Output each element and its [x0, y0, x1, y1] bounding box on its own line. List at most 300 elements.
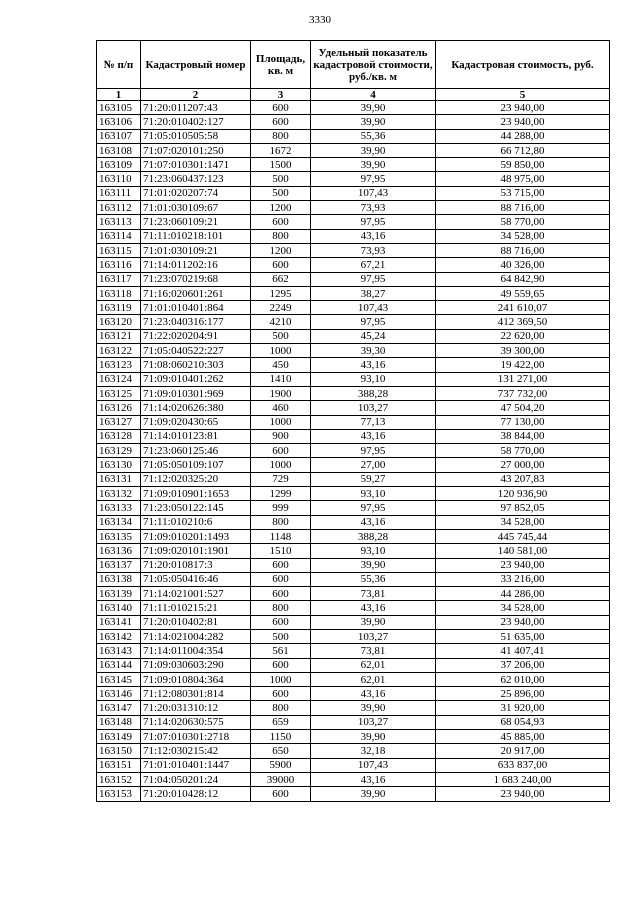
unit-value: 77,13 — [311, 415, 436, 429]
unit-value: 27,00 — [311, 458, 436, 472]
table-row — [97, 215, 610, 229]
cadastral-value: 47 504,20 — [436, 401, 610, 415]
row-number: 163141 — [97, 615, 141, 629]
cadastral-value: 44 286,00 — [436, 587, 610, 601]
row-number: 163129 — [97, 444, 141, 458]
cadastral-value: 39 300,00 — [436, 344, 610, 358]
cadastral-number: 71:09:020101:1901 — [141, 544, 251, 558]
cadastral-value: 77 130,00 — [436, 415, 610, 429]
cadastral-number: 71:16:020601:261 — [141, 286, 251, 300]
table-row — [97, 172, 610, 186]
table-row — [97, 229, 610, 243]
cadastral-value: 45 885,00 — [436, 730, 610, 744]
unit-value: 97,95 — [311, 172, 436, 186]
header-number: № п/п — [97, 41, 141, 89]
table-row — [97, 201, 610, 215]
unit-value: 39,90 — [311, 143, 436, 157]
cadastral-number: 71:14:011202:16 — [141, 258, 251, 272]
area: 600 — [251, 572, 311, 586]
table-row — [97, 529, 610, 543]
area: 1410 — [251, 372, 311, 386]
cadastral-number: 71:23:060437:123 — [141, 172, 251, 186]
cadastral-value: 23 940,00 — [436, 115, 610, 129]
row-number: 163114 — [97, 229, 141, 243]
cadastral-value: 34 528,00 — [436, 229, 610, 243]
area: 2249 — [251, 301, 311, 315]
row-number: 163148 — [97, 715, 141, 729]
cadastral-number: 71:22:020204:91 — [141, 329, 251, 343]
cadastral-value: 59 850,00 — [436, 158, 610, 172]
unit-value: 107,43 — [311, 186, 436, 200]
area: 800 — [251, 515, 311, 529]
row-number: 163138 — [97, 572, 141, 586]
row-number: 163147 — [97, 701, 141, 715]
cadastral-value: 23 940,00 — [436, 101, 610, 115]
unit-value: 62,01 — [311, 672, 436, 686]
area: 1900 — [251, 386, 311, 400]
row-number: 163139 — [97, 587, 141, 601]
unit-value: 45,24 — [311, 329, 436, 343]
cadastral-number: 71:05:040522:227 — [141, 344, 251, 358]
unit-value: 62,01 — [311, 658, 436, 672]
area: 1295 — [251, 286, 311, 300]
area: 1000 — [251, 458, 311, 472]
table-row — [97, 644, 610, 658]
area: 1000 — [251, 672, 311, 686]
row-number: 163128 — [97, 429, 141, 443]
area: 800 — [251, 129, 311, 143]
table-row — [97, 301, 610, 315]
row-number: 163135 — [97, 529, 141, 543]
cadastral-number: 71:23:040316:177 — [141, 315, 251, 329]
table-row — [97, 715, 610, 729]
area: 1200 — [251, 201, 311, 215]
area: 1672 — [251, 143, 311, 157]
cadastral-number: 71:07:010301:1471 — [141, 158, 251, 172]
unit-value: 55,36 — [311, 572, 436, 586]
row-number: 163136 — [97, 544, 141, 558]
table-row — [97, 286, 610, 300]
table-row — [97, 186, 610, 200]
row-number: 163115 — [97, 243, 141, 257]
row-number: 163123 — [97, 358, 141, 372]
table-row — [97, 329, 610, 343]
cadastral-value: 44 288,00 — [436, 129, 610, 143]
row-number: 163108 — [97, 143, 141, 157]
cadastral-number: 71:07:010301:2718 — [141, 730, 251, 744]
cadastral-value: 140 581,00 — [436, 544, 610, 558]
cadastral-number: 71:05:050416:46 — [141, 572, 251, 586]
cadastral-number: 71:20:010428:12 — [141, 787, 251, 801]
unit-value: 43,16 — [311, 601, 436, 615]
cadastral-value: 241 610,07 — [436, 301, 610, 315]
cadastral-value: 34 528,00 — [436, 601, 610, 615]
table-row — [97, 386, 610, 400]
area: 900 — [251, 429, 311, 443]
unit-value: 39,90 — [311, 115, 436, 129]
unit-value: 43,16 — [311, 429, 436, 443]
area: 600 — [251, 115, 311, 129]
cadastral-number: 71:14:010123:81 — [141, 429, 251, 443]
area: 729 — [251, 472, 311, 486]
table-row — [97, 772, 610, 786]
table-row — [97, 615, 610, 629]
column-number-2: 2 — [141, 89, 251, 101]
area: 600 — [251, 658, 311, 672]
unit-value: 39,90 — [311, 558, 436, 572]
cadastral-number: 71:12:030215:42 — [141, 744, 251, 758]
row-number: 163127 — [97, 415, 141, 429]
cadastral-value: 64 842,90 — [436, 272, 610, 286]
cadastral-value: 58 770,00 — [436, 444, 610, 458]
area: 600 — [251, 444, 311, 458]
area: 999 — [251, 501, 311, 515]
cadastral-value: 27 000,00 — [436, 458, 610, 472]
cadastral-number: 71:14:020626:380 — [141, 401, 251, 415]
cadastral-value: 41 407,41 — [436, 644, 610, 658]
row-number: 163124 — [97, 372, 141, 386]
area: 1148 — [251, 529, 311, 543]
unit-value: 39,90 — [311, 730, 436, 744]
cadastral-number: 71:08:060210:303 — [141, 358, 251, 372]
table-row — [97, 572, 610, 586]
column-number-1: 1 — [97, 89, 141, 101]
cadastral-number: 71:23:060109:21 — [141, 215, 251, 229]
cadastral-value: 51 635,00 — [436, 629, 610, 643]
area: 500 — [251, 329, 311, 343]
cadastral-value: 49 559,65 — [436, 286, 610, 300]
cadastral-number: 71:12:080301:814 — [141, 687, 251, 701]
cadastral-number: 71:09:010201:1493 — [141, 529, 251, 543]
unit-value: 39,90 — [311, 158, 436, 172]
area: 800 — [251, 701, 311, 715]
table-header-row — [97, 41, 610, 89]
unit-value: 43,16 — [311, 772, 436, 786]
unit-value: 39,30 — [311, 344, 436, 358]
area: 1500 — [251, 158, 311, 172]
table-row — [97, 501, 610, 515]
row-number: 163146 — [97, 687, 141, 701]
cadastral-number: 71:14:020630:575 — [141, 715, 251, 729]
unit-value: 93,10 — [311, 544, 436, 558]
cadastral-number: 71:11:010210:6 — [141, 515, 251, 529]
cadastral-value: 38 844,00 — [436, 429, 610, 443]
cadastral-value: 88 716,00 — [436, 243, 610, 257]
table-row — [97, 115, 610, 129]
row-number: 163110 — [97, 172, 141, 186]
table-row — [97, 101, 610, 115]
area: 1200 — [251, 243, 311, 257]
cadastral-number: 71:20:010402:127 — [141, 115, 251, 129]
header-area: Площадь, кв. м — [251, 41, 311, 89]
table-row — [97, 515, 610, 529]
row-number: 163113 — [97, 215, 141, 229]
area: 4210 — [251, 315, 311, 329]
cadastral-number: 71:11:010215:21 — [141, 601, 251, 615]
cadastral-value: 19 422,00 — [436, 358, 610, 372]
row-number: 163116 — [97, 258, 141, 272]
unit-value: 39,90 — [311, 615, 436, 629]
area: 500 — [251, 172, 311, 186]
row-number: 163117 — [97, 272, 141, 286]
cadastral-number: 71:11:010218:101 — [141, 229, 251, 243]
area: 561 — [251, 644, 311, 658]
cadastral-value: 120 936,90 — [436, 487, 610, 501]
cadastral-number: 71:09:010401:262 — [141, 372, 251, 386]
cadastral-number: 71:14:021001:527 — [141, 587, 251, 601]
cadastral-number: 71:14:021004:282 — [141, 629, 251, 643]
cadastral-number: 71:23:070219:68 — [141, 272, 251, 286]
row-number: 163105 — [97, 101, 141, 115]
row-number: 163118 — [97, 286, 141, 300]
column-number-5: 5 — [436, 89, 610, 101]
cadastral-value: 20 917,00 — [436, 744, 610, 758]
area: 5900 — [251, 758, 311, 772]
column-number-3: 3 — [251, 89, 311, 101]
cadastral-number: 71:14:011004:354 — [141, 644, 251, 658]
header-unit-value: Удельный показатель кадастровой стоимости, руб./кв. м — [311, 41, 436, 89]
cadastral-number: 71:20:010402:81 — [141, 615, 251, 629]
area: 659 — [251, 715, 311, 729]
table-row — [97, 401, 610, 415]
cadastral-number: 71:01:030109:67 — [141, 201, 251, 215]
row-number: 163111 — [97, 186, 141, 200]
area: 460 — [251, 401, 311, 415]
cadastral-number: 71:20:031310:12 — [141, 701, 251, 715]
area: 600 — [251, 687, 311, 701]
row-number: 163120 — [97, 315, 141, 329]
header-cadastral-value: Кадастровая стоимость, руб. — [436, 41, 610, 89]
cadastral-value: 22 620,00 — [436, 329, 610, 343]
header-cadastral-number: Кадастровый номер — [141, 41, 251, 89]
cadastral-value: 23 940,00 — [436, 615, 610, 629]
row-number: 163125 — [97, 386, 141, 400]
cadastral-value: 23 940,00 — [436, 558, 610, 572]
area: 500 — [251, 186, 311, 200]
unit-value: 73,93 — [311, 201, 436, 215]
table-row — [97, 415, 610, 429]
unit-value: 388,28 — [311, 386, 436, 400]
cadastral-value: 37 206,00 — [436, 658, 610, 672]
cadastral-value: 58 770,00 — [436, 215, 610, 229]
unit-value: 97,95 — [311, 315, 436, 329]
cadastral-value: 33 216,00 — [436, 572, 610, 586]
row-number: 163131 — [97, 472, 141, 486]
row-number: 163142 — [97, 629, 141, 643]
unit-value: 93,10 — [311, 372, 436, 386]
cadastral-number: 71:01:010401:1447 — [141, 758, 251, 772]
unit-value: 43,16 — [311, 229, 436, 243]
unit-value: 73,81 — [311, 644, 436, 658]
table-row — [97, 544, 610, 558]
area: 1000 — [251, 415, 311, 429]
row-number: 163144 — [97, 658, 141, 672]
unit-value: 103,27 — [311, 401, 436, 415]
table-row — [97, 701, 610, 715]
unit-value: 39,90 — [311, 701, 436, 715]
table-row — [97, 587, 610, 601]
table-row — [97, 129, 610, 143]
area: 650 — [251, 744, 311, 758]
cadastral-value: 43 207,83 — [436, 472, 610, 486]
row-number: 163143 — [97, 644, 141, 658]
area: 662 — [251, 272, 311, 286]
row-number: 163151 — [97, 758, 141, 772]
row-number: 163107 — [97, 129, 141, 143]
unit-value: 107,43 — [311, 301, 436, 315]
unit-value: 39,90 — [311, 101, 436, 115]
cadastral-value: 23 940,00 — [436, 787, 610, 801]
cadastral-value: 40 326,00 — [436, 258, 610, 272]
cadastral-value: 66 712,80 — [436, 143, 610, 157]
area: 600 — [251, 215, 311, 229]
table-row — [97, 672, 610, 686]
row-number: 163149 — [97, 730, 141, 744]
row-number: 163153 — [97, 787, 141, 801]
row-number: 163106 — [97, 115, 141, 129]
row-number: 163137 — [97, 558, 141, 572]
row-number: 163130 — [97, 458, 141, 472]
table-row — [97, 601, 610, 615]
area: 800 — [251, 229, 311, 243]
row-number: 163132 — [97, 487, 141, 501]
unit-value: 39,90 — [311, 787, 436, 801]
cadastral-number: 71:20:011207:43 — [141, 101, 251, 115]
column-number-4: 4 — [311, 89, 436, 101]
unit-value: 43,16 — [311, 687, 436, 701]
table-body — [97, 101, 610, 802]
area: 1150 — [251, 730, 311, 744]
row-number: 163150 — [97, 744, 141, 758]
unit-value: 55,36 — [311, 129, 436, 143]
unit-value: 103,27 — [311, 715, 436, 729]
unit-value: 73,81 — [311, 587, 436, 601]
table-row — [97, 472, 610, 486]
cadastral-number: 71:09:020430:65 — [141, 415, 251, 429]
cadastral-value: 131 271,00 — [436, 372, 610, 386]
area: 600 — [251, 558, 311, 572]
cadastral-number: 71:09:010804:364 — [141, 672, 251, 686]
cadastral-number: 71:09:010901:1653 — [141, 487, 251, 501]
unit-value: 103,27 — [311, 629, 436, 643]
area: 600 — [251, 101, 311, 115]
unit-value: 38,27 — [311, 286, 436, 300]
row-number: 163109 — [97, 158, 141, 172]
row-number: 163140 — [97, 601, 141, 615]
table-row — [97, 372, 610, 386]
table-row — [97, 315, 610, 329]
table-row — [97, 658, 610, 672]
table-row — [97, 730, 610, 744]
table-row — [97, 444, 610, 458]
table-row — [97, 358, 610, 372]
unit-value: 388,28 — [311, 529, 436, 543]
unit-value: 97,95 — [311, 444, 436, 458]
area: 1510 — [251, 544, 311, 558]
cadastral-value: 88 716,00 — [436, 201, 610, 215]
row-number: 163112 — [97, 201, 141, 215]
row-number: 163126 — [97, 401, 141, 415]
table-row — [97, 787, 610, 801]
area: 600 — [251, 787, 311, 801]
area: 600 — [251, 587, 311, 601]
unit-value: 59,27 — [311, 472, 436, 486]
cadastral-number: 71:09:010301:969 — [141, 386, 251, 400]
cadastral-number: 71:23:060125:46 — [141, 444, 251, 458]
cadastral-value: 31 920,00 — [436, 701, 610, 715]
cadastral-number: 71:01:030109:21 — [141, 243, 251, 257]
cadastral-value: 53 715,00 — [436, 186, 610, 200]
cadastral-value: 412 369,50 — [436, 315, 610, 329]
area: 39000 — [251, 772, 311, 786]
table-row — [97, 158, 610, 172]
unit-value: 43,16 — [311, 515, 436, 529]
cadastral-number: 71:23:050122:145 — [141, 501, 251, 515]
cadastral-value: 25 896,00 — [436, 687, 610, 701]
cadastral-value: 737 732,00 — [436, 386, 610, 400]
table-row — [97, 344, 610, 358]
area: 600 — [251, 258, 311, 272]
table-row — [97, 629, 610, 643]
cadastral-value: 62 010,00 — [436, 672, 610, 686]
cadastral-number: 71:07:020101:250 — [141, 143, 251, 157]
area: 600 — [251, 615, 311, 629]
cadastral-number: 71:05:010505:58 — [141, 129, 251, 143]
table-column-numbers-row — [97, 89, 610, 101]
cadastral-number: 71:09:030603:290 — [141, 658, 251, 672]
area: 800 — [251, 601, 311, 615]
cadastral-value: 68 054,93 — [436, 715, 610, 729]
cadastral-number: 71:20:010817:3 — [141, 558, 251, 572]
table-row — [97, 687, 610, 701]
cadastral-number: 71:05:050109:107 — [141, 458, 251, 472]
cadastral-value: 1 683 240,00 — [436, 772, 610, 786]
cadastral-value: 48 975,00 — [436, 172, 610, 186]
cadastral-number: 71:04:050201:24 — [141, 772, 251, 786]
cadastral-number: 71:01:010401:864 — [141, 301, 251, 315]
unit-value: 73,93 — [311, 243, 436, 257]
unit-value: 43,16 — [311, 358, 436, 372]
unit-value: 93,10 — [311, 487, 436, 501]
row-number: 163134 — [97, 515, 141, 529]
cadastral-number: 71:01:020207:74 — [141, 186, 251, 200]
row-number: 163145 — [97, 672, 141, 686]
cadastral-value: 34 528,00 — [436, 515, 610, 529]
row-number: 163119 — [97, 301, 141, 315]
row-number: 163122 — [97, 344, 141, 358]
area: 500 — [251, 629, 311, 643]
cadastral-number: 71:12:020325:20 — [141, 472, 251, 486]
table-row — [97, 429, 610, 443]
unit-value: 97,95 — [311, 501, 436, 515]
unit-value: 97,95 — [311, 272, 436, 286]
table-row — [97, 458, 610, 472]
table-row — [97, 258, 610, 272]
unit-value: 32,18 — [311, 744, 436, 758]
area: 1299 — [251, 487, 311, 501]
table-row — [97, 758, 610, 772]
table-row — [97, 272, 610, 286]
row-number: 163133 — [97, 501, 141, 515]
unit-value: 97,95 — [311, 215, 436, 229]
cadastral-value-table — [96, 40, 610, 802]
cadastral-value: 633 837,00 — [436, 758, 610, 772]
cadastral-value: 97 852,05 — [436, 501, 610, 515]
area: 450 — [251, 358, 311, 372]
table-row — [97, 143, 610, 157]
row-number: 163121 — [97, 329, 141, 343]
unit-value: 67,21 — [311, 258, 436, 272]
